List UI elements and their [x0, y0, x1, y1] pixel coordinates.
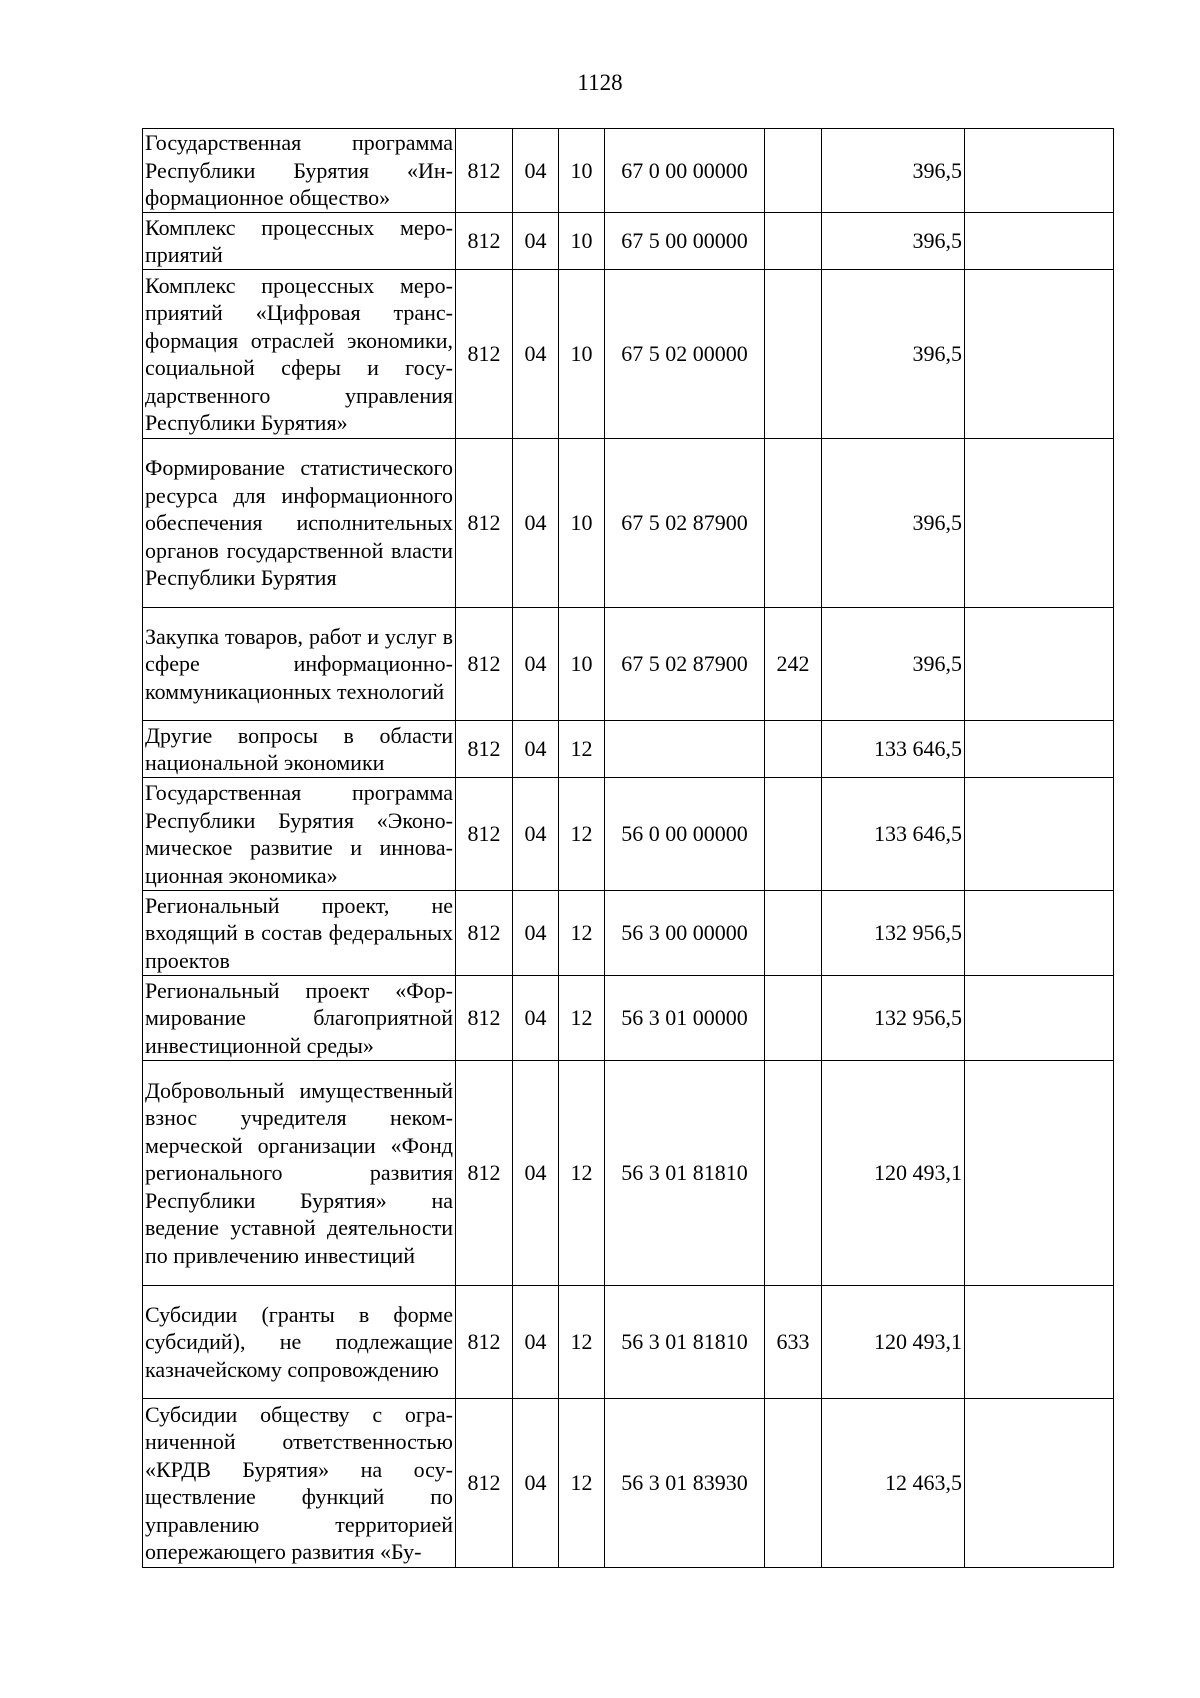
table-row: [143, 439, 1114, 608]
expense-type-code: [765, 1399, 822, 1568]
subsection-code: 12: [559, 891, 605, 976]
table-row: [143, 976, 1114, 1061]
section-code: 04: [513, 439, 559, 608]
grbs-code: 812: [456, 270, 513, 439]
section-code: 04: [513, 270, 559, 439]
amount: 396,5: [822, 608, 965, 721]
target-article-code: 67 5 00 00000: [605, 213, 765, 270]
extra-cell: [965, 1061, 1114, 1286]
table-row: [143, 778, 1114, 891]
row-name: Государственная программа Республики Бурятия «Экономическое развитие и инновационная экономика»: [143, 778, 456, 891]
row-name: Комплекс процессных мероприятий «Цифровая трансформация отраслей экономики, социальной сферы и государственного управления Республики Бурятия»: [143, 270, 456, 439]
subsection-code: 10: [559, 270, 605, 439]
subsection-code: 12: [559, 976, 605, 1061]
subsection-code: 10: [559, 439, 605, 608]
expense-type-code: 242: [765, 608, 822, 721]
section-code: 04: [513, 1286, 559, 1399]
section-code: 04: [513, 213, 559, 270]
row-name: Закупка товаров, работ и услуг в сфере информационно-коммуникационных технологий: [143, 608, 456, 721]
target-article-code: 67 5 02 87900: [605, 608, 765, 721]
grbs-code: 812: [456, 1061, 513, 1286]
section-code: 04: [513, 129, 559, 213]
table-row: [143, 1286, 1114, 1399]
section-code: 04: [513, 976, 559, 1061]
target-article-code: [605, 721, 765, 778]
subsection-code: 10: [559, 129, 605, 213]
subsection-code: 12: [559, 1399, 605, 1568]
expense-type-code: [765, 439, 822, 608]
target-article-code: 56 3 01 81810: [605, 1286, 765, 1399]
expense-type-code: [765, 1061, 822, 1286]
row-name: Субсидии обществу с ограниченной ответственностью «КРДВ Бурятия» на осуществление функций по управлению территорией опережающего развития «Бу-: [143, 1399, 456, 1568]
table-row: [143, 270, 1114, 439]
extra-cell: [965, 608, 1114, 721]
subsection-code: 12: [559, 1286, 605, 1399]
subsection-code: 12: [559, 778, 605, 891]
grbs-code: 812: [456, 891, 513, 976]
target-article-code: 56 3 00 00000: [605, 891, 765, 976]
amount: 132 956,5: [822, 976, 965, 1061]
subsection-code: 12: [559, 721, 605, 778]
expense-type-code: [765, 976, 822, 1061]
amount: 120 493,1: [822, 1061, 965, 1286]
amount: 396,5: [822, 213, 965, 270]
section-code: 04: [513, 1399, 559, 1568]
expense-type-code: [765, 778, 822, 891]
extra-cell: [965, 129, 1114, 213]
target-article-code: 56 3 01 00000: [605, 976, 765, 1061]
grbs-code: 812: [456, 439, 513, 608]
extra-cell: [965, 1399, 1114, 1568]
row-name: Субсидии (гранты в форме субсидий), не подлежащие казначейскому сопровождению: [143, 1286, 456, 1399]
subsection-code: 12: [559, 1061, 605, 1286]
extra-cell: [965, 721, 1114, 778]
table-row: [143, 721, 1114, 778]
table-row: [143, 1399, 1114, 1568]
extra-cell: [965, 213, 1114, 270]
target-article-code: 56 3 01 81810: [605, 1061, 765, 1286]
target-article-code: 56 0 00 00000: [605, 778, 765, 891]
amount: 120 493,1: [822, 1286, 965, 1399]
target-article-code: 56 3 01 83930: [605, 1399, 765, 1568]
page-number: 1128: [577, 70, 623, 95]
row-name: Добровольный имущественный взнос учредителя некоммерческой организации «Фонд регионального развития Республики Бурятия» на ведение уставной деятельности по привлечению инвестиций: [143, 1061, 456, 1286]
extra-cell: [965, 439, 1114, 608]
target-article-code: 67 5 02 87900: [605, 439, 765, 608]
amount: 132 956,5: [822, 891, 965, 976]
expense-type-code: [765, 891, 822, 976]
grbs-code: 812: [456, 1399, 513, 1568]
amount: 396,5: [822, 270, 965, 439]
expense-type-code: [765, 129, 822, 213]
expense-type-code: [765, 721, 822, 778]
expense-type-code: [765, 270, 822, 439]
amount: 396,5: [822, 439, 965, 608]
section-code: 04: [513, 1061, 559, 1286]
grbs-code: 812: [456, 129, 513, 213]
expense-type-code: 633: [765, 1286, 822, 1399]
extra-cell: [965, 778, 1114, 891]
extra-cell: [965, 1286, 1114, 1399]
subsection-code: 10: [559, 608, 605, 721]
grbs-code: 812: [456, 721, 513, 778]
table-row: [143, 1061, 1114, 1286]
extra-cell: [965, 976, 1114, 1061]
section-code: 04: [513, 608, 559, 721]
subsection-code: 10: [559, 213, 605, 270]
amount: 133 646,5: [822, 778, 965, 891]
row-name: Другие вопросы в области национальной экономики: [143, 721, 456, 778]
table-row: [143, 891, 1114, 976]
grbs-code: 812: [456, 976, 513, 1061]
table-row: [143, 129, 1114, 213]
grbs-code: 812: [456, 213, 513, 270]
extra-cell: [965, 891, 1114, 976]
expense-type-code: [765, 213, 822, 270]
row-name: Государственная программа Республики Бурятия «Информационное общество»: [143, 129, 456, 213]
row-name: Региональный проект «Формирование благоприятной инвестиционной среды»: [143, 976, 456, 1061]
row-name: Комплекс процессных мероприятий: [143, 213, 456, 270]
target-article-code: 67 0 00 00000: [605, 129, 765, 213]
amount: 133 646,5: [822, 721, 965, 778]
section-code: 04: [513, 721, 559, 778]
amount: 396,5: [822, 129, 965, 213]
table-row: [143, 608, 1114, 721]
row-name: Региональный проект, не входящий в состав федеральных проектов: [143, 891, 456, 976]
budget-table: [142, 128, 1114, 1568]
target-article-code: 67 5 02 00000: [605, 270, 765, 439]
extra-cell: [965, 270, 1114, 439]
grbs-code: 812: [456, 1286, 513, 1399]
section-code: 04: [513, 778, 559, 891]
grbs-code: 812: [456, 608, 513, 721]
table-row: [143, 213, 1114, 270]
section-code: 04: [513, 891, 559, 976]
row-name: Формирование статистического ресурса для информационного обеспечения исполнительных органов государственной власти Республики Бурятия: [143, 439, 456, 608]
amount: 12 463,5: [822, 1399, 965, 1568]
grbs-code: 812: [456, 778, 513, 891]
